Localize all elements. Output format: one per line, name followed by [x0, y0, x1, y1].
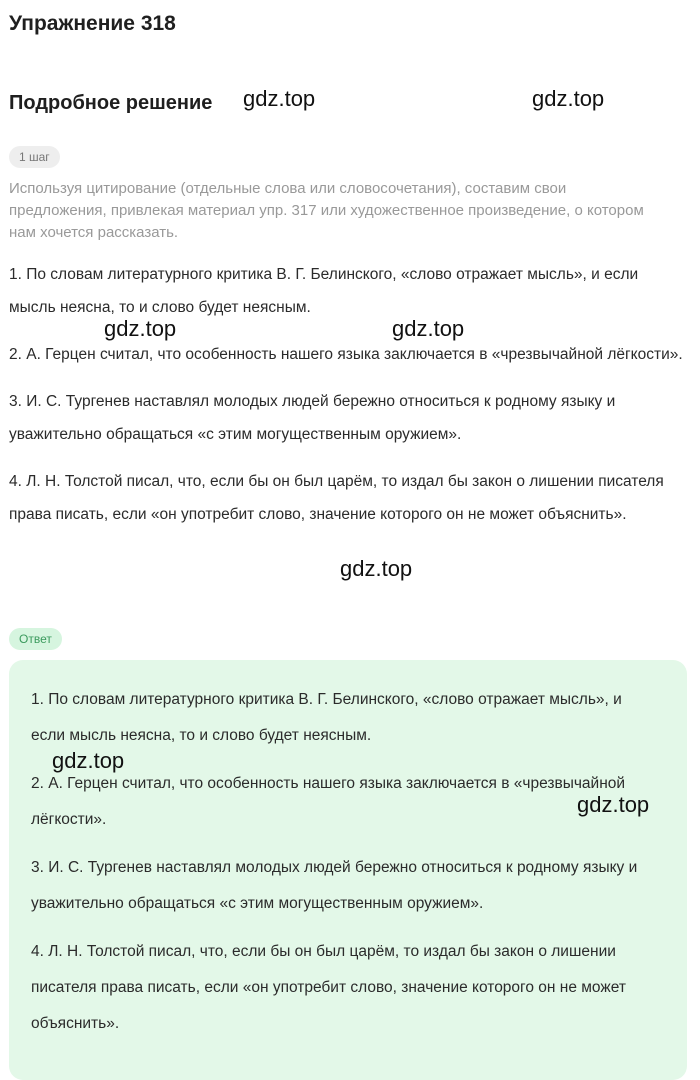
step-badge: 1 шаг	[9, 146, 60, 168]
solution-list	[9, 258, 685, 545]
watermark: gdz.top	[52, 748, 125, 773]
answer-box	[9, 660, 687, 1080]
solution-item: 2. А. Герцен считал, что особенность нашего языка заключается в «чрезвычайной лёгкости».	[9, 346, 683, 363]
solution-heading: Подробное решение	[9, 92, 213, 114]
watermark: gdz.top	[243, 86, 316, 111]
watermark: gdz.top	[392, 316, 465, 341]
solution-item: 3. И. С. Тургенев наставлял молодых людей бережно относиться к родному языку и уважительно обращаться «с этим могущественным оружием».	[9, 393, 616, 443]
answer-badge: Ответ	[9, 628, 62, 650]
watermark: gdz.top	[104, 316, 177, 341]
watermark: gdz.top	[577, 792, 650, 817]
watermark: gdz.top	[532, 86, 605, 111]
answer-item: 2. А. Герцен считал, что особенность нашего языка заключается в «чрезвычайной лёгкости».	[31, 775, 626, 828]
solution-item: 1. По словам литературного критика В. Г. Белинского, «слово отражает мысль», и если мысль неясна, то и слово будет неясным.	[9, 266, 639, 316]
answer-list	[31, 682, 651, 1054]
solution-item: 4. Л. Н. Толстой писал, что, если бы он был царём, то издал бы закон о лишении писателя права писать, если «он употребит слово, значение которого он не может объяснить».	[9, 473, 664, 523]
answer-item: 4. Л. Н. Толстой писал, что, если бы он был царём, то издал бы закон о лишении писателя права писать, если «он употребит слово, значение которого он не может объяснить».	[31, 943, 626, 1032]
watermark: gdz.top	[340, 556, 413, 581]
page-title: Упражнение 318	[9, 12, 176, 35]
answer-item: 1. По словам литературного критика В. Г. Белинского, «слово отражает мысль», и если мысль неясна, то и слово будет неясным.	[31, 691, 622, 744]
solution-intro: Используя цитирование (отдельные слова или словосочетания), составим свои предложения, привлекая материал упр. 317 или художественное произведение, о котором нам хочется рассказать.	[9, 180, 644, 241]
answer-item: 3. И. С. Тургенев наставлял молодых людей бережно относиться к родному языку и уважительно обращаться «с этим могущественным оружием».	[31, 859, 638, 912]
